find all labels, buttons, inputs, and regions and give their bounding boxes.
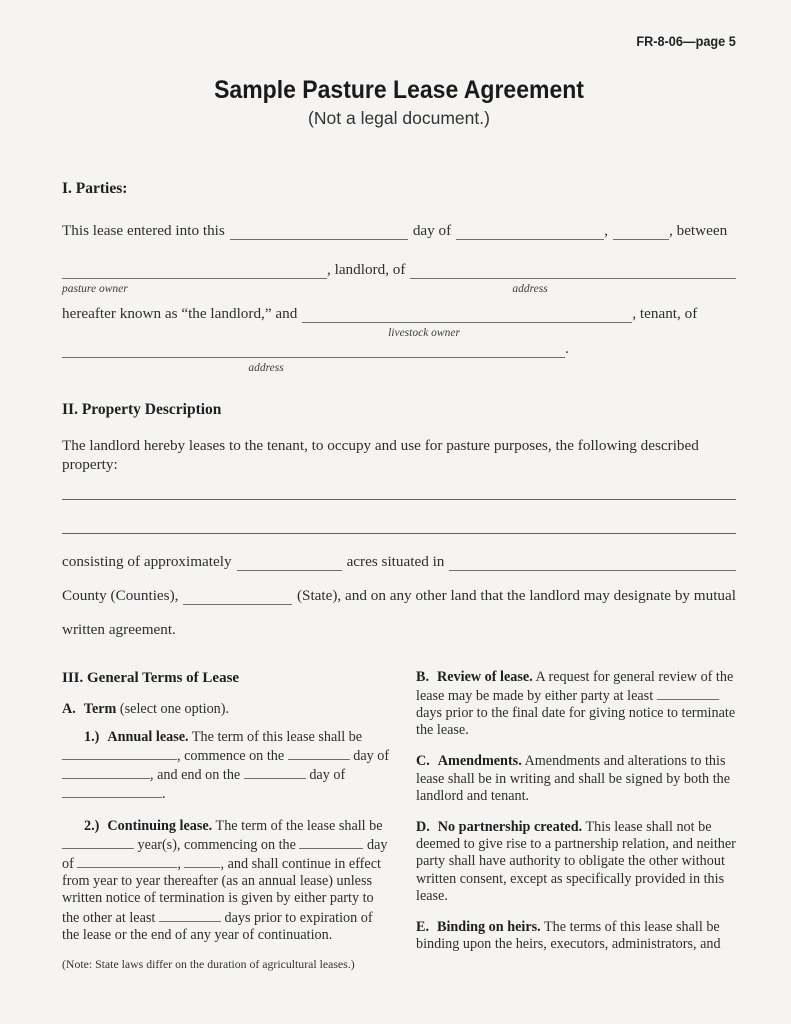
property-line4-text1: County (Counties), xyxy=(62,586,179,604)
annual-end-day-blank xyxy=(244,765,306,779)
landlord-address-blank xyxy=(410,264,736,279)
annual-lease-text2: , commence on the xyxy=(177,747,285,764)
term-title: Term xyxy=(83,700,117,717)
amendments-title: Amendments. xyxy=(437,753,522,770)
form-number xyxy=(62,34,736,49)
pasture-owner-caption: pasture owner xyxy=(62,282,128,295)
parties-line1-text2: day of xyxy=(412,221,452,239)
lease-date-blank xyxy=(230,225,408,240)
binding-text: The terms of this lease shall be binding upon the heirs, executors, administrators, and xyxy=(416,918,721,953)
property-line4-text2: (State), and on any other land that the landlord may designate by mutual xyxy=(296,586,736,604)
page-subtitle: (Not a legal document.) xyxy=(308,107,490,128)
county-name-blank xyxy=(449,556,736,571)
review-text1: A request for general review of the lease may be made by either party at least xyxy=(416,668,734,704)
parties-line-1 xyxy=(62,221,736,240)
property-description-line-2 xyxy=(62,533,736,534)
lease-month-blank xyxy=(456,225,604,240)
no-partnership-title: No partnership created. xyxy=(437,818,583,835)
continuing-lease-text3: day xyxy=(367,836,388,853)
property-line-5: written agreement. xyxy=(62,620,176,638)
parties-line1-text3: , xyxy=(604,221,608,239)
amendments-paragraph xyxy=(416,753,736,805)
continuing-lease-title: Continuing lease. xyxy=(107,817,213,834)
annual-term-blank xyxy=(62,746,177,760)
continuing-lease-number: 2.) xyxy=(84,817,100,834)
page-title-text: Sample Pasture Lease Agreement xyxy=(214,76,584,104)
annual-lease-paragraph xyxy=(62,729,392,804)
property-description-line-1 xyxy=(62,499,736,500)
term-rest: (select one option). xyxy=(119,700,230,717)
no-partnership-label: D. xyxy=(416,818,430,835)
property-line-3 xyxy=(62,552,736,571)
parties-line3-text1: hereafter known as “the landlord,” and xyxy=(62,304,298,322)
terms-columns xyxy=(62,669,736,971)
continuing-lease-text1: The term of the lease shall be xyxy=(215,817,383,834)
section-property-heading: II. Property Description xyxy=(62,400,222,418)
parties-line3-text2: , tenant, of xyxy=(632,304,698,322)
page-title xyxy=(62,77,736,105)
tenant-address-blank xyxy=(62,343,565,358)
continuing-lease-text5: , xyxy=(177,855,181,872)
binding-label: E. xyxy=(416,918,430,935)
parties-line4-text1: . xyxy=(565,339,569,357)
continuing-month-blank xyxy=(77,854,177,868)
section-terms-heading: III. General Terms of Lease xyxy=(62,669,240,686)
term-option-heading xyxy=(62,701,392,718)
annual-lease-number: 1.) xyxy=(84,728,100,745)
annual-start-day-blank xyxy=(288,746,350,760)
no-partnership-paragraph xyxy=(416,819,736,905)
annual-lease-text3: day xyxy=(353,747,374,764)
continuing-year-blank xyxy=(184,854,220,868)
parties-line-3 xyxy=(62,304,736,339)
continuing-lease-text7: days prior to expiration of the lease or the end of any year of continuation. xyxy=(62,909,373,943)
binding-on-heirs-paragraph xyxy=(416,919,736,953)
state-blank xyxy=(183,590,292,605)
acres-blank xyxy=(237,556,342,571)
landlord-name-blank xyxy=(62,264,327,279)
review-of-lease-paragraph xyxy=(416,669,736,740)
parties-line1-text1: This lease entered into this xyxy=(62,221,225,239)
terms-right-column xyxy=(416,669,736,971)
parties-line-4 xyxy=(62,339,736,374)
parties-line2-text1: , landlord, of xyxy=(327,260,406,278)
review-label: B. xyxy=(416,668,430,685)
state-laws-note: (Note: State laws differ on the duration of agricultural leases.) xyxy=(62,956,355,971)
lease-year-blank xyxy=(613,225,669,240)
term-label: A. xyxy=(62,700,76,717)
annual-start-month-blank xyxy=(62,765,150,779)
continuing-day-blank xyxy=(299,835,363,849)
section-parties-heading: I. Parties: xyxy=(62,179,128,197)
continuing-lease-text4: of xyxy=(62,855,74,872)
property-line3-text2: acres situated in xyxy=(346,552,445,570)
continuing-lease-text2: year(s), commencing on the xyxy=(137,836,296,853)
form-number-text: FR-8-06—page 5 xyxy=(636,34,736,49)
annual-end-month-blank xyxy=(62,784,162,798)
landlord-address-caption: address xyxy=(512,282,548,295)
parties-line-2 xyxy=(62,260,736,295)
review-text2: days prior to the final date for giving notice to terminate the lease. xyxy=(416,704,736,739)
annual-lease-text5: , and end on the xyxy=(150,767,241,784)
annual-lease-title: Annual lease. xyxy=(107,728,189,745)
termination-notice-days-blank xyxy=(159,908,221,922)
annual-lease-text6: day of xyxy=(309,767,346,784)
review-days-blank xyxy=(657,686,719,700)
property-line-4 xyxy=(62,586,736,605)
tenant-name-blank xyxy=(302,308,632,323)
livestock-owner-caption: livestock owner xyxy=(388,326,460,339)
review-title: Review of lease. xyxy=(437,668,533,685)
continuing-lease-paragraph xyxy=(62,818,392,944)
property-intro: The landlord hereby leases to the tenant, to occupy and use for pasture purposes, the following described property: xyxy=(62,436,699,473)
annual-lease-text7: . xyxy=(162,786,166,803)
property-line3-text1: consisting of approximately xyxy=(62,552,232,570)
no-partnership-text: This lease shall not be deemed to give rise to a partnership relation, and neither party shall have authority to obligate the other without written consent, except as specifically provided in this lease. xyxy=(416,818,736,904)
continuing-lease-text6: , and shall continue in effect from year to year thereafter (as an annual lease) unless written notice of termination is given by either party to the other at least xyxy=(62,855,381,926)
annual-lease-text1: The term of this lease shall be xyxy=(191,728,363,745)
continuing-years-blank xyxy=(62,835,134,849)
binding-title: Binding on heirs. xyxy=(437,918,541,935)
terms-left-column xyxy=(62,669,392,971)
tenant-address-caption: address xyxy=(248,361,284,374)
parties-line1-text4: , between xyxy=(669,221,728,239)
amendments-label: C. xyxy=(416,753,430,770)
amendments-text: Amendments and alterations to this lease shall be in writing and shall be signed by both the landlord and tenant. xyxy=(416,753,731,804)
annual-lease-text4: of xyxy=(377,747,390,764)
